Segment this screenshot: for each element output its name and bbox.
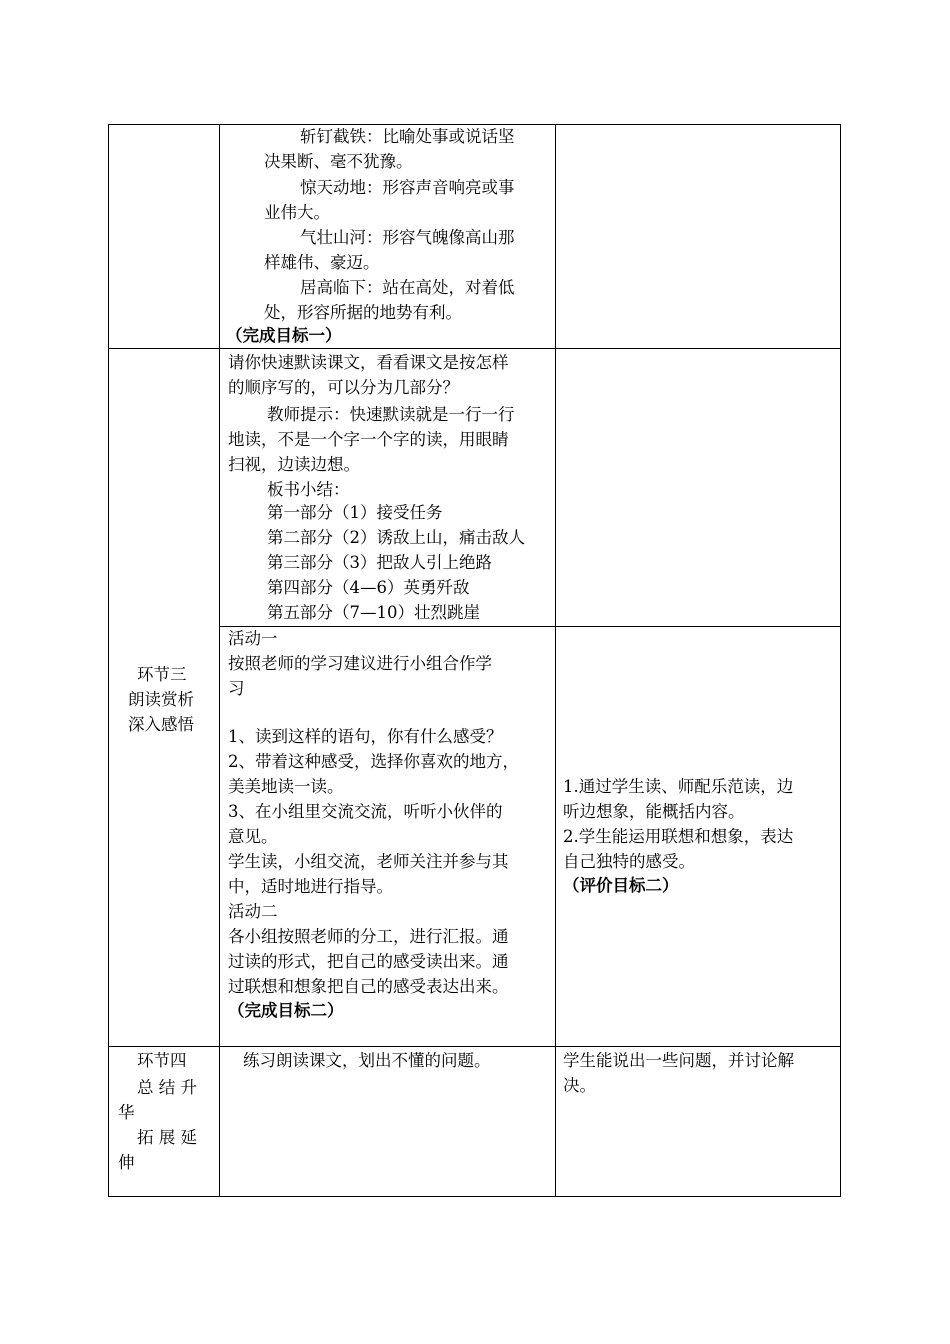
text-line: 按照老师的学习建议进行小组合作学 [228, 654, 492, 673]
text-line: 惊天动地：形容声音响亮或事 [300, 178, 515, 197]
text-line: 3、在小组里交流交流，听听小伙伴的 [228, 802, 503, 821]
text-line: 1、读到这样的语句，你有什么感受？ [228, 727, 503, 746]
row-divider-2 [219, 626, 840, 627]
stage-label: 伸 [118, 1153, 135, 1172]
text-line: 活动一 [228, 629, 278, 648]
text-line: 各小组按照老师的分工，进行汇报。通 [228, 927, 509, 946]
text-line: 第一部分（1）接受任务 [267, 503, 443, 522]
text-line: 学生读，小组交流，老师关注并参与其 [228, 852, 509, 871]
row-divider-3 [109, 1046, 840, 1047]
column-divider-2 [555, 125, 556, 1196]
text-line: 练习朗读课文，划出不懂的问题。 [243, 1051, 491, 1070]
text-line: 请你快速默读课文，看看课文是按怎样 [228, 353, 509, 372]
stage-label: 环节四 [137, 1051, 187, 1070]
text-line: 处，形容所据的地势有利。 [264, 303, 462, 322]
text-line: 意见。 [228, 827, 278, 846]
stage-label: 总 结 升 [137, 1078, 197, 1097]
goal-note: （评价目标二） [563, 876, 679, 895]
text-line: 自己独特的感受。 [563, 852, 695, 871]
stage-label: 拓 展 延 [137, 1128, 197, 1147]
text-line: 扫视，边读边想。 [228, 455, 360, 474]
text-line: 中，适时地进行指导。 [228, 877, 393, 896]
text-line: 地读，不是一个字一个字的读，用眼睛 [228, 430, 509, 449]
text-line: 斩钉截铁：比喻处事或说话坚 [300, 127, 515, 146]
text-line: 居高临下：站在高处，对着低 [300, 278, 515, 297]
stage-label: 深入感悟 [128, 715, 194, 734]
text-line: 第二部分（2）诱敌上山，痛击敌人 [267, 528, 525, 547]
stage-label: 华 [118, 1103, 135, 1122]
stage-label: 环节三 [137, 665, 187, 684]
text-line: 学生能说出一些问题，并讨论解 [563, 1051, 794, 1070]
text-line: 气壮山河：形容气魄像高山那 [300, 228, 515, 247]
text-line: 过联想和想象把自己的感受表达出来。 [228, 977, 509, 996]
row-divider-1 [109, 348, 840, 349]
text-line: 第五部分（7—10）壮烈跳崖 [267, 603, 480, 622]
text-line: 样雄伟、豪迈。 [264, 253, 380, 272]
goal-note: （完成目标二） [228, 1001, 344, 1020]
text-line: 决。 [563, 1076, 596, 1095]
text-line: 决果断、毫不犹豫。 [264, 152, 413, 171]
text-line: 1.通过学生读、师配乐范读，边 [563, 777, 794, 796]
text-line: 教师提示：快速默读就是一行一行 [267, 405, 515, 424]
text-line: 业伟大。 [264, 203, 330, 222]
text-line: 听边想象，能概括内容。 [563, 802, 745, 821]
text-line: 习 [228, 679, 245, 698]
text-line: 第四部分（4—6）英勇歼敌 [267, 578, 470, 597]
goal-note: （完成目标一） [226, 326, 342, 345]
text-line: 的顺序写的，可以分为几部分？ [228, 378, 459, 397]
stage-label: 朗读赏析 [128, 690, 194, 709]
text-line: 活动二 [228, 902, 278, 921]
text-line: 美美地读一读。 [228, 777, 344, 796]
text-line: 2、带着这种感受，选择你喜欢的地方， [228, 752, 519, 771]
column-divider-1 [219, 125, 220, 1196]
text-line: 2.学生能运用联想和想象，表达 [563, 827, 794, 846]
text-line: 板书小结： [267, 480, 350, 499]
text-line: 过读的形式，把自己的感受读出来。通 [228, 952, 509, 971]
text-line: 第三部分（3）把敌人引上绝路 [267, 553, 492, 572]
